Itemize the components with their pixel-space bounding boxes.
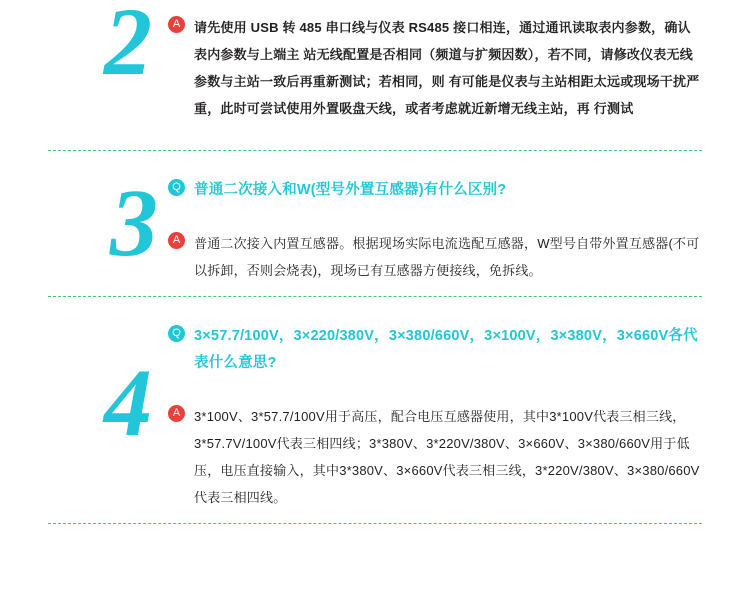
divider-3 [48, 523, 702, 524]
faq-item-2 [0, 0, 750, 150]
faq-rows-2 [168, 8, 750, 122]
faq-answer-row-4 [168, 403, 702, 511]
faq-answer-text-4: 3*100V、3*57.7/100V用于高压，配合电压互感器使用，其中3*100V代表三相三线，3*57.7V/100V代表三相四线；3*380V、3*220V/380V、3×660V、3×380/660V用于低压，电压直接输入，其中3*380V、3×660V代表三相三线，3*220V/380V、3×380/660V代表三相四线。 [194, 409, 700, 505]
faq-item-3 [0, 151, 750, 296]
faq-answer-text-2: 请先使用 USB 转 485 串口线与仪表 RS485 接口相连，通过通讯读取表内参数，确认表内参数与上端主 站无线配置是否相同（频道与扩频因数），若不同，请修改仪表无线参数与主站一致后再重新测试；若相同，则 有可能是仪表与主站相距太远或现场干扰严重，此时可尝试使用外置吸盘天线，或者考虑就近新增无线主站，再 行测试 [194, 20, 700, 116]
answer-badge-icon: A [168, 405, 185, 422]
faq-question-row-4 [168, 323, 702, 377]
faq-question-text-3: 普通二次接入和W(型号外置互感器)有什么区别? [194, 182, 507, 198]
faq-question-row-3 [168, 177, 702, 204]
faq-number-4: 4 [104, 349, 150, 456]
faq-answer-row-2 [168, 14, 702, 122]
faq-item-4 [0, 297, 750, 523]
faq-answer-row-3 [168, 230, 702, 284]
faq-question-text-4: 3×57.7/100V，3×220/380V，3×380/660V，3×100V，3×380V，3×660V各代表什么意思? [194, 328, 698, 371]
faq-rows-3 [168, 177, 750, 284]
faq-answer-text-3: 普通二次接入内置互感器。根据现场实际电流选配互感器，W型号自带外置互感器(不可以拆卸，否则会烧表)，现场已有互感器方便接线，免拆线。 [194, 236, 700, 278]
question-badge-icon: Q [168, 325, 185, 342]
faq-number-3: 3 [110, 169, 156, 276]
faq-rows-4 [168, 323, 750, 511]
answer-badge-icon: A [168, 16, 185, 33]
answer-badge-icon: A [168, 232, 185, 249]
question-badge-icon: Q [168, 179, 185, 196]
faq-number-2: 2 [104, 0, 150, 95]
